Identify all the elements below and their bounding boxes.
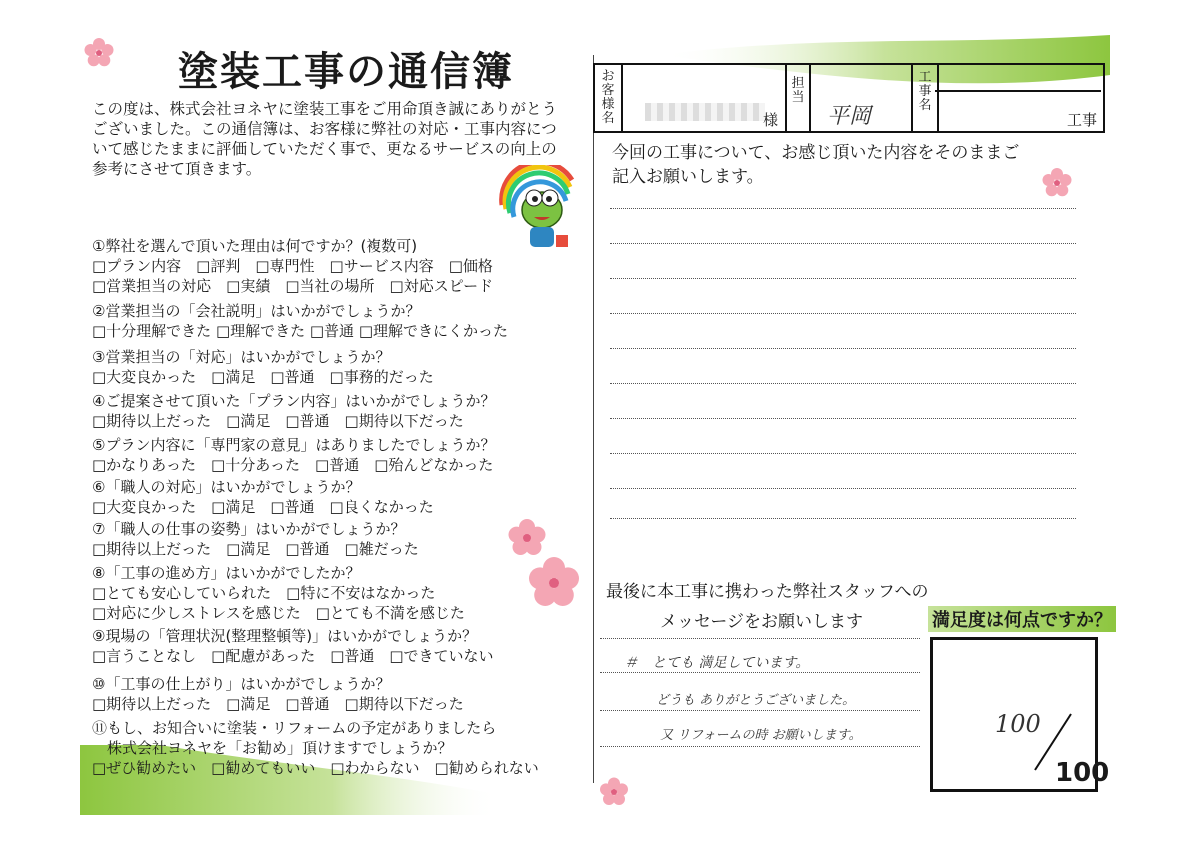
work-suffix: 工事 <box>1066 111 1097 129</box>
question-10 <box>92 674 464 714</box>
comment-prompt <box>612 141 1019 189</box>
question-options[interactable]: □対応に少しストレスを感じた □とても不満を感じた <box>92 604 465 622</box>
comment-prompt-line: 今回の工事について、お感じ頂いた内容をそのままご <box>612 143 1020 163</box>
question-options[interactable]: □期待以上だった □満足 □普通 □期待以下だった <box>92 412 464 430</box>
sakura-icon <box>506 517 548 559</box>
question-7 <box>92 519 419 559</box>
question-text: ④ご提案させて頂いた「プラン内容」はいかがでしょうか？ <box>92 392 496 410</box>
question-options[interactable]: □かなりあった □十分あった □普通 □殆んどなかった <box>92 456 494 474</box>
header-table <box>593 63 1105 133</box>
question-options[interactable]: □期待以上だった □満足 □普通 □期待以下だった <box>92 695 464 713</box>
question-options[interactable]: □大変良かった □満足 □普通 □良くなかった <box>92 498 434 516</box>
question-text: ⑥「職人の対応」はいかがでしょうか？ <box>92 478 361 496</box>
score-label: 満足度は何点ですか？ <box>928 606 1116 632</box>
sakura-icon <box>526 555 582 611</box>
sakura-icon <box>598 776 630 808</box>
question-4 <box>92 391 495 431</box>
intro-text <box>92 99 572 179</box>
message-line <box>600 746 920 747</box>
question-text: ⑤プラン内容に「専門家の意見」はありましたでしょうか？ <box>92 436 496 454</box>
staff-name[interactable]: 平岡 <box>827 104 872 129</box>
question-3 <box>92 347 434 387</box>
question-11 <box>92 718 539 778</box>
intro-line: この度は、株式会社ヨネヤに塗装工事をご用命頂き誠にありがとう <box>92 100 558 118</box>
question-options[interactable]: □プラン内容 □評判 □専門性 □サービス内容 □価格 <box>92 257 493 275</box>
score-max: 100 <box>1055 758 1110 788</box>
customer-name-redacted <box>645 103 765 121</box>
question-text: ⑨現場の「管理状況(整理整頓等)」はいかがでしょうか？ <box>92 627 478 645</box>
customer-suffix: 様 <box>763 111 779 129</box>
question-text: ⑩「工事の仕上がり」はいかがでしょうか？ <box>92 675 391 693</box>
question-text: ③営業担当の「対応」はいかがでしょうか？ <box>92 348 391 366</box>
work-label: 工事名 <box>918 70 932 113</box>
question-5 <box>92 435 495 475</box>
message-prompt-2: メッセージをお願いします <box>660 612 863 632</box>
comment-prompt-line: 記入お願いします。 <box>612 167 764 187</box>
question-options: 株式会社ヨネヤを「お勧め」頂けますでしょうか？ <box>92 739 453 757</box>
staff-label: 担当 <box>791 76 805 105</box>
message-line <box>600 710 920 711</box>
intro-line: いて感じたままに評価していただく事で、更なるサービスの向上の <box>92 140 557 158</box>
page-title: 塗装工事の通信簿 <box>178 49 514 95</box>
question-text: ①弊社を選んで頂いた理由は何ですか？(複数可) <box>92 237 418 255</box>
question-9 <box>92 626 494 666</box>
message-prompt-1: 最後に本工事に携わった弊社スタッフへの <box>606 582 929 602</box>
score-value[interactable]: 100 <box>995 710 1041 738</box>
question-text: ②営業担当の「会社説明」はいかがでしょうか？ <box>92 302 421 320</box>
message-text[interactable]: 又 リフォームの時 お願いします。 <box>660 728 862 743</box>
score-box[interactable] <box>930 637 1110 792</box>
question-options[interactable]: □十分理解できた □理解できた □普通 □理解できにくかった <box>92 322 508 340</box>
question-options[interactable]: □大変良かった □満足 □普通 □事務的だった <box>92 368 434 386</box>
question-6 <box>92 477 434 517</box>
customer-label: お客様名 <box>601 69 615 126</box>
message-text[interactable]: ＃ とても 満足しています。 <box>624 655 810 671</box>
column-divider <box>593 55 594 783</box>
intro-line: 参考にさせて頂きます。 <box>92 160 262 178</box>
sakura-icon <box>1040 166 1074 200</box>
question-text: ⑧「工事の進め方」はいかがでしたか？ <box>92 564 361 582</box>
question-8 <box>92 563 465 623</box>
message-line <box>600 672 920 673</box>
message-line <box>600 638 920 639</box>
question-text: ⑪もし、お知合いに塗装・リフォームの予定がありましたら <box>92 719 497 737</box>
question-options[interactable]: □言うことなし □配慮があった □普通 □できていない <box>92 647 494 665</box>
question-options[interactable]: □とても安心していられた □特に不安はなかった <box>92 584 436 602</box>
question-options[interactable]: □営業担当の対応 □実績 □当社の場所 □対応スピード <box>92 277 494 295</box>
question-text: ⑦「職人の仕事の姿勢」はいかがでしょうか？ <box>92 520 406 538</box>
intro-line: ございました。この通信簿は、お客様に弊社の対応・工事内容につ <box>92 120 557 138</box>
question-options[interactable]: □ぜひ勧めたい □勧めてもいい □わからない □勧められない <box>92 759 539 777</box>
sakura-icon <box>82 36 116 70</box>
question-options[interactable]: □期待以上だった □満足 □普通 □雑だった <box>92 540 419 558</box>
question-2 <box>92 301 508 341</box>
message-text[interactable]: どうも ありがとうございました。 <box>656 693 856 708</box>
question-1 <box>92 236 493 296</box>
